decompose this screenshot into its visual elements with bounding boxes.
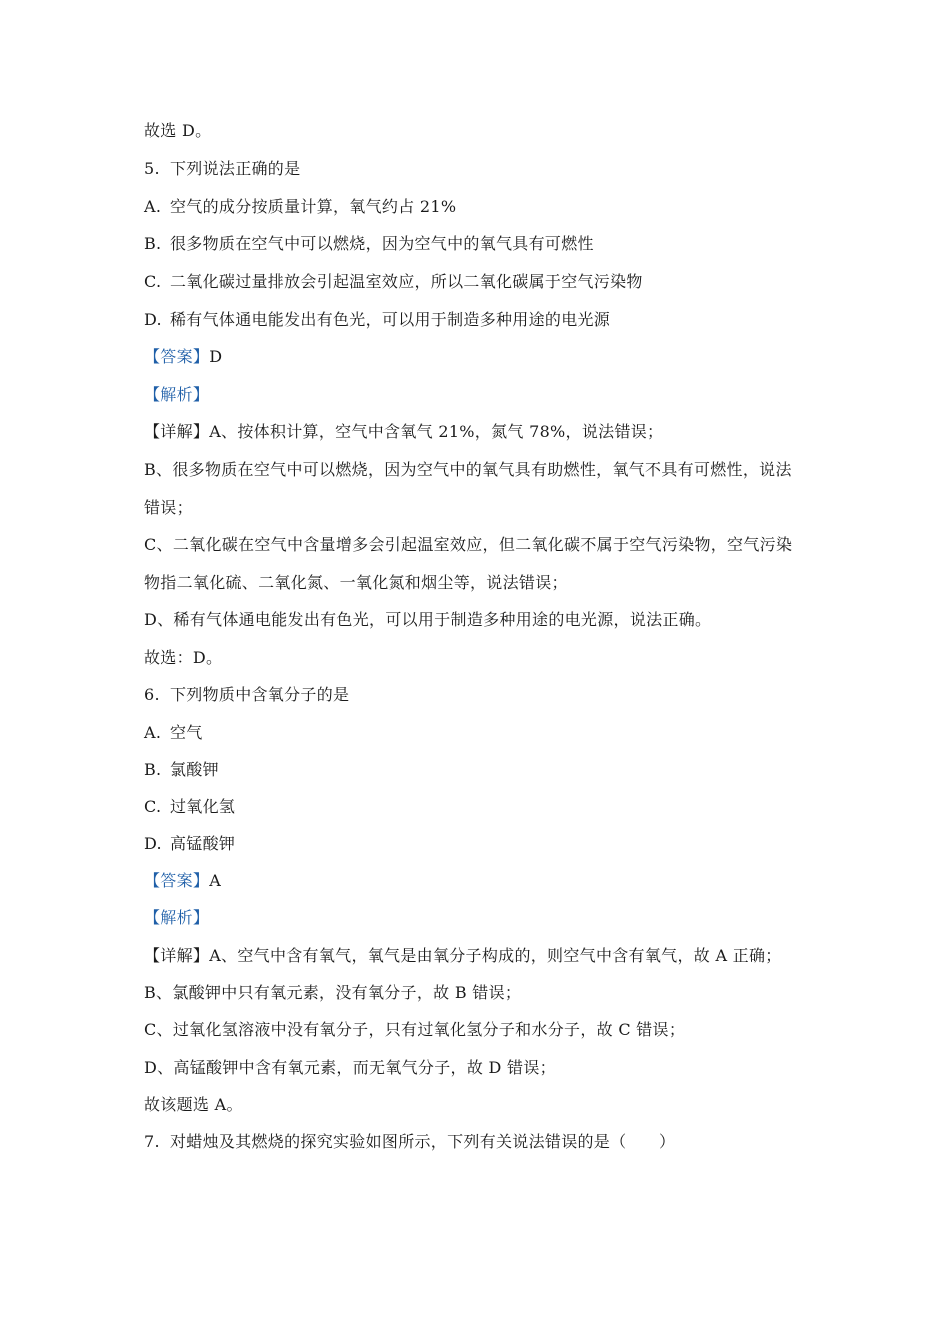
q5-option-a: A. 空气的成分按质量计算，氧气约占 21%	[144, 197, 457, 216]
q6-conclusion: 故该题选 A。	[144, 1095, 243, 1114]
q5-answer: 【答案】D	[144, 347, 223, 366]
answer-tag: 【答案】	[144, 871, 210, 890]
question-6-stem: 6. 下列物质中含氧分子的是	[144, 685, 350, 704]
previous-conclusion: 故选 D。	[144, 121, 212, 140]
q6-detail-line: 【详解】A、空气中含有氧气，氧气是由氧分子构成的，则空气中含有氧气，故 A 正确；	[144, 946, 782, 965]
q6-option-a: A. 空气	[144, 723, 203, 742]
q5-option-b: B. 很多物质在空气中可以燃烧，因为空气中的氧气具有可燃性	[144, 234, 594, 253]
q6-answer: 【答案】A	[144, 871, 222, 890]
q6-detail-line: C、过氧化氢溶液中没有氧分子，只有过氧化氢分子和水分子，故 C 错误；	[144, 1020, 686, 1039]
detail-tag: 【详解】	[144, 946, 210, 965]
q5-detail-line: 错误；	[144, 498, 193, 517]
q5-detail-line: B、很多物质在空气中可以燃烧，因为空气中的氧气具有助燃性，氧气不具有可燃性，说法	[144, 460, 792, 479]
q5-detail-line: C、二氧化碳在空气中含量增多会引起温室效应，但二氧化碳不属于空气污染物，空气污染	[144, 535, 793, 554]
q5-option-c: C. 二氧化碳过量排放会引起温室效应，所以二氧化碳属于空气污染物	[144, 272, 643, 291]
q5-detail-line: D、稀有气体通电能发出有色光，可以用于制造多种用途的电光源，说法正确。	[144, 610, 712, 629]
answer-tag: 【答案】	[144, 347, 210, 366]
q6-detail-line: D、高锰酸钾中含有氧元素，而无氧气分子，故 D 错误；	[144, 1058, 556, 1077]
detail-tag: 【详解】	[144, 422, 210, 441]
q5-conclusion: 故选：D。	[144, 648, 223, 667]
question-7-stem: 7. 对蜡烛及其燃烧的探究实验如图所示，下列有关说法错误的是（ ）	[144, 1132, 676, 1151]
question-5-stem: 5. 下列说法正确的是	[144, 159, 301, 178]
q5-option-d: D. 稀有气体通电能发出有色光，可以用于制造多种用途的电光源	[144, 310, 611, 329]
q5-analysis-heading: 【解析】	[144, 385, 210, 404]
q5-detail-line: 【详解】A、按体积计算，空气中含氧气 21%，氮气 78%，说法错误；	[144, 422, 664, 441]
q6-option-b: B. 氯酸钾	[144, 760, 219, 779]
q6-option-c: C. 过氧化氢	[144, 797, 236, 816]
q6-analysis-heading: 【解析】	[144, 908, 210, 927]
q6-detail-line: B、氯酸钾中只有氧元素，没有氧分子，故 B 错误；	[144, 983, 522, 1002]
q6-option-d: D. 高锰酸钾	[144, 834, 236, 853]
q5-detail-line: 物指二氧化硫、二氧化氮、一氧化氮和烟尘等，说法错误；	[144, 573, 568, 592]
